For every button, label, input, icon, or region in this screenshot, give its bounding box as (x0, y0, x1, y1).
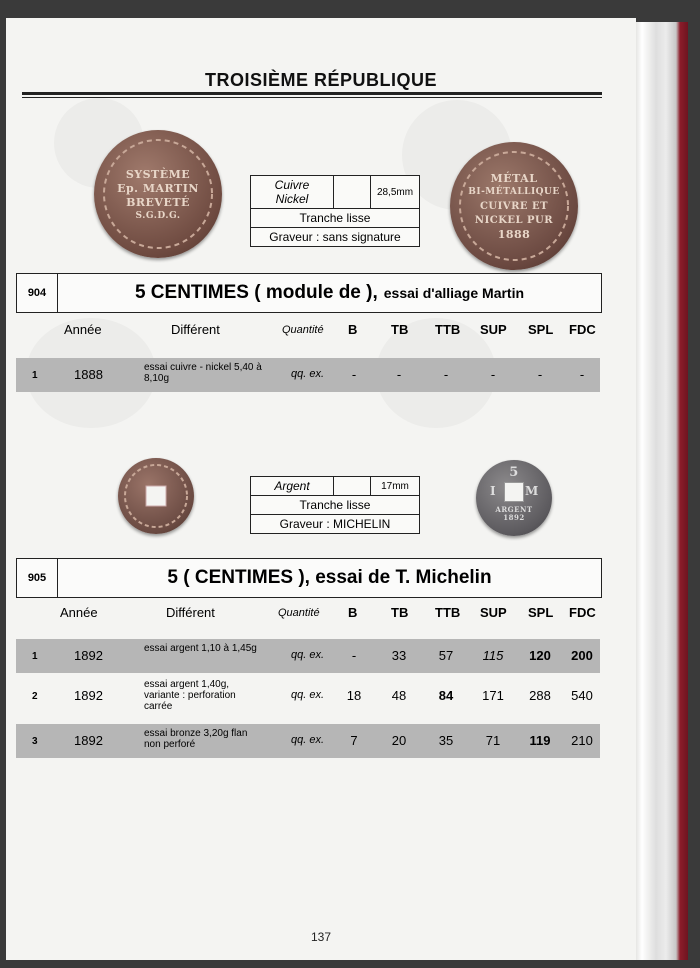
coin-year: 1892 (503, 513, 525, 522)
row-sup: 71 (485, 733, 501, 748)
book-page (6, 18, 636, 960)
row-year: 1892 (74, 648, 103, 663)
row-quantity: qq. ex. (291, 649, 325, 661)
spec-metal-row (251, 477, 419, 496)
diameter-label: 28,5mm (376, 186, 414, 198)
row-number: 1 (32, 370, 38, 381)
row-tb: 33 (391, 648, 407, 663)
row-year: 1888 (74, 367, 103, 382)
catalog-header-905 (16, 558, 602, 598)
row-tb: - (396, 367, 402, 382)
table-row (16, 724, 600, 758)
catalog-title-sub: essai d'alliage Martin (383, 285, 525, 301)
spec-edge-row (251, 209, 419, 228)
row-fdc: 200 (571, 648, 593, 663)
spec-blank-cell (334, 176, 371, 208)
col-ttb: TTB (435, 605, 461, 620)
row-sup: 171 (482, 688, 504, 703)
col-quantite: Quantité (282, 324, 324, 336)
col-sup: SUP (480, 605, 507, 620)
row-fdc: 540 (571, 688, 593, 703)
col-spl: SPL (528, 322, 554, 337)
row-number: 3 (32, 736, 38, 747)
col-different: Différent (166, 605, 215, 620)
row-ttb: 57 (438, 648, 454, 663)
col-sup: SUP (480, 322, 507, 337)
col-different: Différent (171, 322, 220, 337)
catalog-title (58, 274, 601, 312)
coin-initial: M (525, 484, 539, 498)
col-fdc: FDC (569, 322, 596, 337)
row-b: - (351, 648, 357, 663)
spec-metal-row (251, 176, 419, 209)
coin-legend-line: BI-MÉTALLIQUE (468, 187, 560, 197)
col-annee: Année (64, 322, 102, 337)
page-number: 137 (310, 930, 332, 944)
coin-legend-line: NICKEL PUR (474, 215, 554, 226)
row-b: - (351, 367, 357, 382)
row-fdc: 210 (571, 733, 593, 748)
row-number: 1 (32, 651, 38, 662)
column-header-904 (16, 320, 600, 342)
row-number: 2 (32, 691, 38, 702)
row-year: 1892 (74, 733, 103, 748)
table-row (16, 677, 600, 715)
title-rule (22, 92, 602, 95)
table-row (16, 358, 600, 392)
coin-legend-line: MÉTAL (490, 172, 538, 185)
col-b: B (348, 322, 358, 337)
row-different: essai argent 1,40g, variante : perforation carrée (144, 679, 236, 712)
coin-martin-reverse (450, 142, 578, 270)
spec-blank-cell (334, 477, 371, 495)
row-tb: 20 (391, 733, 407, 748)
spec-engraver-row (251, 228, 419, 246)
laurel-wreath-icon (118, 458, 194, 534)
table-row (16, 639, 600, 673)
row-b: 7 (350, 733, 358, 748)
edge-label: Tranche lisse (299, 498, 371, 512)
catalog-header-904 (16, 273, 602, 313)
row-quantity: qq. ex. (291, 689, 325, 701)
col-spl: SPL (528, 605, 554, 620)
coin-michelin-reverse (476, 460, 552, 536)
row-quantity: qq. ex. (291, 368, 325, 380)
spec-engraver-row (251, 515, 419, 533)
engraver-label: Graveur : sans signature (269, 230, 401, 244)
metal-label: Cuivre Nickel (251, 176, 334, 208)
page-title: TROISIÈME RÉPUBLIQUE (204, 70, 438, 90)
coin-legend-line: BREVETÉ (126, 196, 190, 209)
col-tb: TB (391, 322, 409, 337)
row-different: essai argent 1,10 à 1,45g (144, 643, 257, 654)
coin-legend-line: Ep. MARTIN (117, 182, 199, 195)
col-annee: Année (60, 605, 98, 620)
spec-edge-row (251, 496, 419, 515)
coin-hole (504, 482, 524, 502)
catalog-title-main: 5 CENTIMES ( module de ), (134, 282, 378, 303)
coin-legend-line: S.G.D.G. (135, 211, 181, 221)
row-sup: - (490, 367, 496, 382)
catalog-number: 904 (17, 274, 58, 312)
col-tb: TB (391, 605, 409, 620)
row-different: essai cuivre - nickel 5,40 à 8,10g (144, 362, 262, 384)
row-spl: 120 (529, 648, 551, 663)
title-rule-thin (22, 97, 602, 98)
col-fdc: FDC (569, 605, 596, 620)
col-quantite: Quantité (278, 607, 320, 619)
catalog-number: 905 (17, 559, 58, 597)
row-ttb: - (443, 367, 449, 382)
row-different: essai bronze 3,20g flan non perforé (144, 728, 248, 750)
diameter-label: 17mm (381, 480, 409, 492)
coin-legend-line: SYSTÈME (125, 168, 191, 181)
catalog-title-main: 5 ( CENTIMES ), essai de T. Michelin (167, 567, 492, 588)
engraver-label: Graveur : MICHELIN (279, 517, 391, 531)
row-quantity: qq. ex. (291, 734, 325, 746)
coin-michelin-obverse (118, 458, 194, 534)
row-spl: 288 (529, 688, 551, 703)
row-year: 1892 (74, 688, 103, 703)
row-fdc: - (579, 367, 585, 382)
column-header-905 (16, 603, 600, 625)
coin-initial: I (490, 484, 496, 498)
coin-metal-legend: ARGENT (495, 505, 533, 514)
row-ttb: 35 (438, 733, 454, 748)
row-spl: - (537, 367, 543, 382)
spec-box-905 (250, 476, 420, 534)
row-tb: 48 (391, 688, 407, 703)
catalog-title (58, 559, 601, 597)
book-page-edge (636, 22, 688, 960)
coin-legend-line: CUIVRE ET (479, 201, 549, 212)
edge-label: Tranche lisse (299, 211, 371, 225)
metal-label: Argent (251, 477, 334, 495)
coin-martin-obverse (94, 130, 222, 258)
spec-box-904 (250, 175, 420, 247)
row-spl: 119 (529, 733, 551, 748)
row-ttb: 84 (438, 688, 454, 703)
coin-legend-line: 1888 (497, 228, 531, 241)
row-b: 18 (346, 688, 362, 703)
coin-denomination: 5 (509, 465, 519, 480)
col-b: B (348, 605, 358, 620)
row-sup: 115 (482, 648, 504, 663)
col-ttb: TTB (435, 322, 461, 337)
